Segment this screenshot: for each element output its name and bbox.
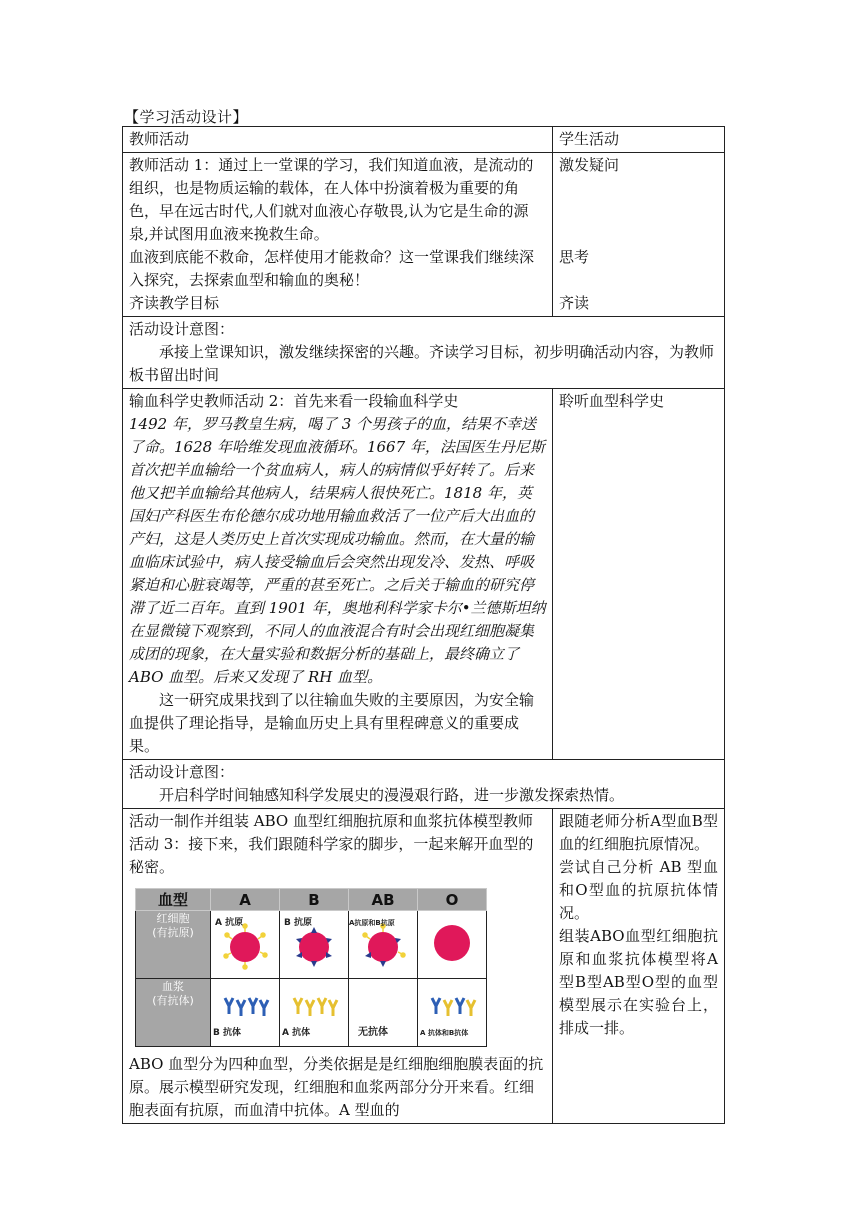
teacher-1-question: 血液到底能不救命，怎样使用才能救命？这一堂课我们继续深入探究，去探索血型和输血的奥秘！ (129, 248, 535, 289)
cell-b-antigen (280, 911, 349, 979)
plasma-o-antibody (418, 979, 487, 1047)
section-heading: 【学习活动设计】 (124, 108, 249, 126)
antibody-ab-label: A 抗体和B抗体 (420, 1029, 469, 1037)
student-3-p2: 尝试自己分析 AB 型血和O型血的抗原抗体情况。 (559, 858, 718, 922)
no-antibody-label: 无抗体 (358, 1027, 388, 1038)
student-column-header: 学生活动 (553, 127, 725, 153)
teacher-1-goal: 齐读教学目标 (129, 294, 220, 312)
plasma-label: 血浆 (162, 980, 184, 993)
history-conclusion: 这一研究成果找到了以往输血失败的主要原因，为安全输血提供了理论指导，是输血历史上具有里程碑意义的重要成果。 (129, 691, 535, 755)
antigen-b-label: B 抗原 (284, 918, 312, 928)
red-cell-row-header (136, 911, 211, 979)
student-1-text: 激发疑问 (559, 156, 620, 174)
student-activity-2: 聆听血型科学史 (553, 389, 725, 760)
teacher-1-intro: 教师活动 1：通过上一堂课的学习，我们知道血液，是流动的组织，也是物质运输的载体，在人体中扮演着极为重要的角色，早在远古时代,人们就对血液心存敬畏,认为它是生命的源泉,并试图用血液来挽救生命。 (129, 156, 534, 243)
antigen-a-label: A 抗原 (215, 918, 244, 928)
intent-2-label: 活动设计意图： (129, 763, 235, 781)
history-text: 1492 年，罗马教皇生病，喝了 3 个男孩子的血，结果不幸送了命。1628 年哈维发现血液循环。1667 年，法国医生丹尼斯首次把羊血输给一个贫血病人，病人的病情似乎好转了。后来他又把羊血输给其他病人，结果病人很快死亡。1818 年，英国妇产科医生布伦德尔成功地用输血救活了一位产后大出血的产妇，这是人类历史上首次实现成功输血。然而，在大量的输血临床试验中，病人接受输血后会突然出现发冷、发热、呼吸紧迫和心脏衰竭等，严重的甚至死亡。之后关于输血的研究停滞了近二百年。直到 1901 年，奥地利科学家卡尔•兰德斯坦纳在显微镜下观察到，不同人的血液混合有时会出现红细胞凝集成团的现象，在大量实验和数据分析的基础上，最终确立了 ABO 血型。后来又发现了 RH 血型。 (129, 415, 546, 686)
intent-2-text: 开启科学时间轴感知科学发展史的漫漫艰行路，进一步激发探索热情。 (159, 786, 625, 804)
table-row (123, 317, 725, 389)
cell-ab-antigen (349, 911, 418, 979)
antibody-note: (有抗体) (152, 994, 194, 1007)
teacher-activity-2 (123, 389, 553, 760)
table-row (123, 760, 725, 809)
antigen-note: (有抗原) (152, 926, 194, 939)
activity-table (122, 126, 725, 1124)
student-activity-3 (553, 809, 725, 1124)
plasma-row-header (136, 979, 211, 1047)
blood-type-ab-header: AB (349, 889, 418, 911)
table-row (123, 389, 725, 760)
table-row (123, 153, 725, 317)
antibody-b-label: B 抗体 (213, 1028, 241, 1038)
blood-type-header: 血型 (136, 889, 211, 911)
table-row (123, 809, 725, 1124)
cell-a-antigen (211, 911, 280, 979)
intent-1-text: 承接上堂课知识，激发继续探密的兴趣。齐读学习目标，初步明确活动内容，为教师板书留出时间 (129, 343, 715, 384)
design-intent-2 (123, 760, 725, 809)
student-activity-1 (553, 153, 725, 317)
blood-type-a-header: A (211, 889, 280, 911)
antibody-a-label: A 抗体 (282, 1028, 311, 1038)
teacher-activity-3 (123, 809, 553, 1124)
student-2-text: 思考 (559, 248, 590, 266)
red-cell-label: 红细胞 (156, 912, 190, 925)
student-3-text: 齐读 (559, 294, 590, 312)
teacher-3-intro: 活动一制作并组装 ABO 血型红细胞抗原和血浆抗体模型教师活动 3：接下来，我们跟随科学家的脚步，一起来解开血型的秘密。 (129, 812, 534, 876)
teacher-3-explanation: ABO 血型分为四种血型，分类依据是是红细胞细胞膜表面的抗原。展示模型研究发现，红细胞和血浆两部分分开来看。红细胞表面有抗原，而血清中抗体。A 型血的 (129, 1055, 544, 1119)
plasma-b-antibody (280, 979, 349, 1047)
antigen-ab-label: A抗原和B抗原 (349, 919, 395, 927)
cell-o-antigen (418, 911, 487, 979)
student-3-p1: 跟随老师分析A型血B型血的红细胞抗原情况。 (559, 812, 718, 853)
design-intent-1 (123, 317, 725, 389)
blood-type-figure (135, 888, 487, 1047)
red-cell-o-icon (424, 912, 480, 970)
teacher-2-title: 输血科学史教师活动 2：首先来看一段输血科学史 (129, 392, 459, 410)
teacher-column-header: 教师活动 (123, 127, 553, 153)
blood-type-o-header: O (418, 889, 487, 911)
plasma-a-antibody (211, 979, 280, 1047)
intent-1-label: 活动设计意图： (129, 320, 235, 338)
blood-type-b-header: B (280, 889, 349, 911)
student-3-p3: 组装ABO血型红细胞抗原和血浆抗体模型将A型B型AB型O型的血型模型展示在实验台上，排成一排。 (559, 927, 718, 1037)
teacher-activity-1 (123, 153, 553, 317)
plasma-ab-antibody (349, 979, 418, 1047)
table-header-row (123, 127, 725, 153)
